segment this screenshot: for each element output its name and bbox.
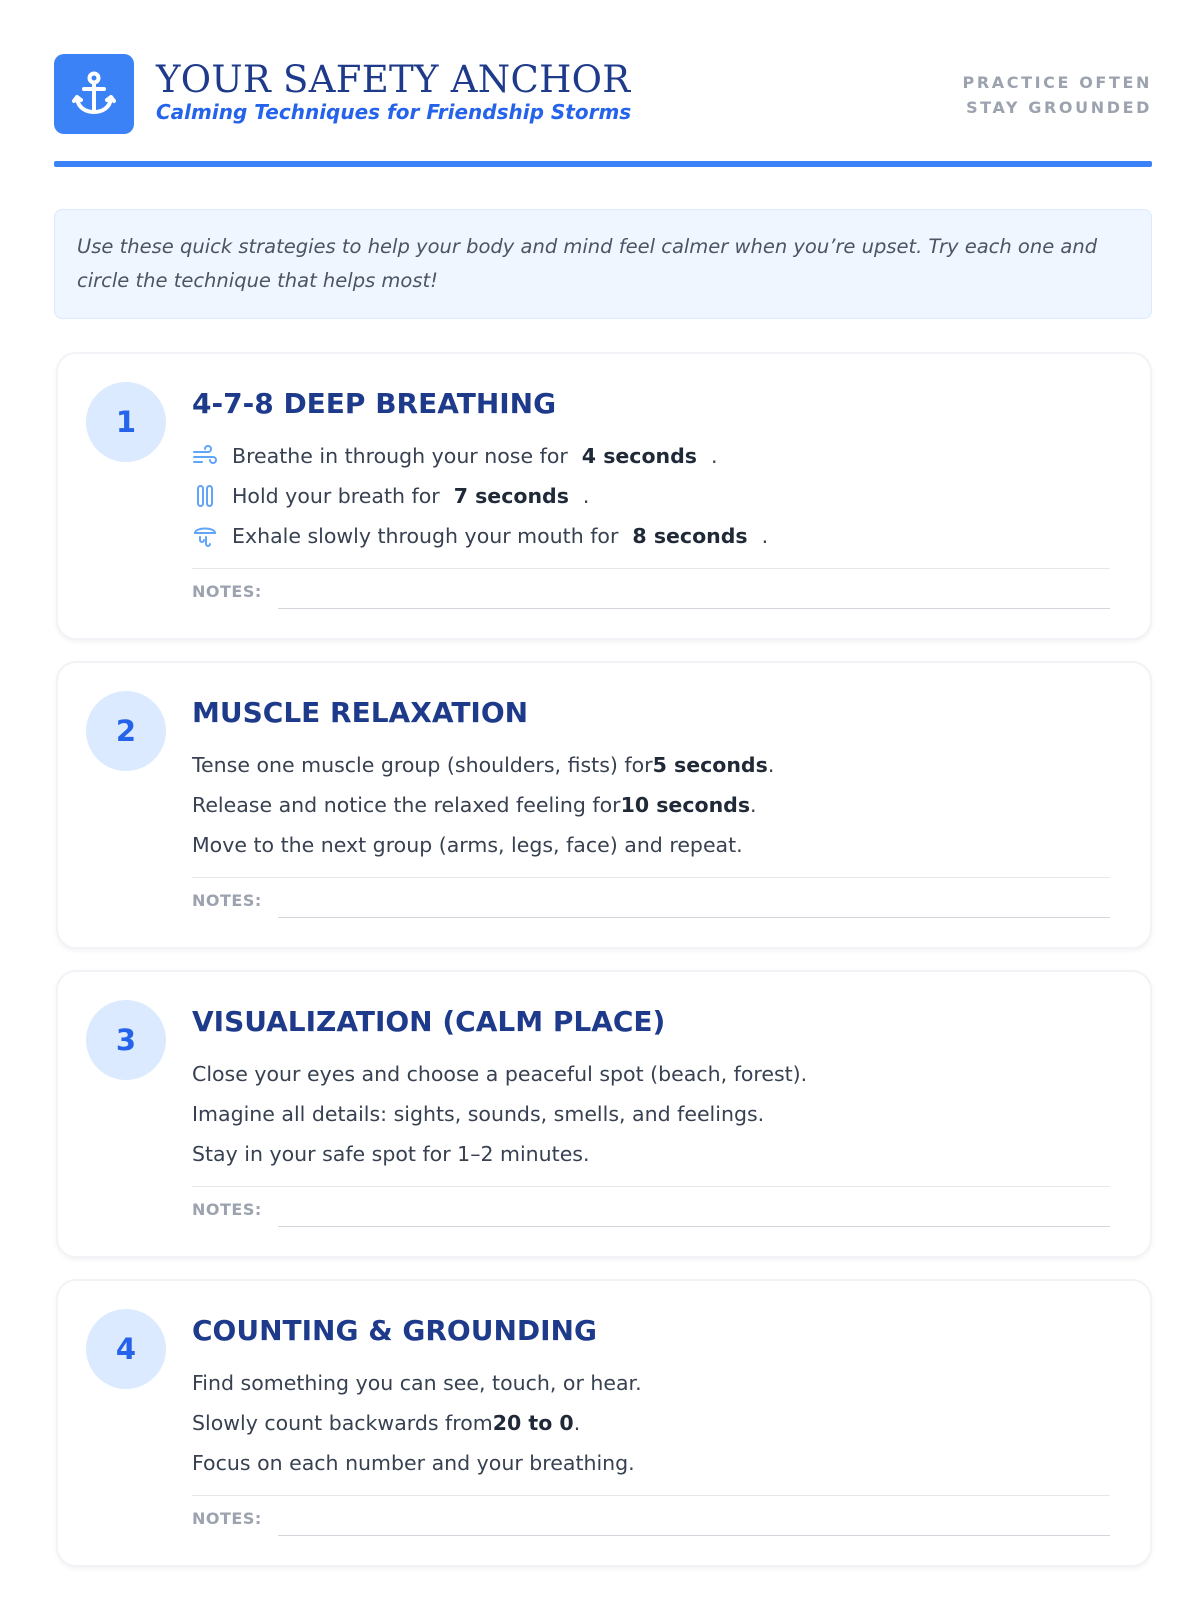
notes-write-line[interactable] xyxy=(278,608,1110,609)
wind-icon xyxy=(192,443,218,469)
step-duration: 5 seconds xyxy=(652,753,768,777)
technique-card xyxy=(56,970,1152,1258)
intro-box: Use these quick strategies to help your body and mind feel calmer when you’re upset. Try each one and circle the technique that helps most! xyxy=(54,209,1152,319)
technique-steps xyxy=(192,1363,1112,1483)
technique-step xyxy=(192,1094,1112,1134)
step-duration: 10 seconds xyxy=(620,793,751,817)
notes-label: NOTES: xyxy=(192,891,262,910)
notes-label: NOTES: xyxy=(192,1200,262,1219)
step-text: Move to the next group (arms, legs, face) and repeat. xyxy=(192,833,743,857)
notes-divider xyxy=(192,568,1110,569)
step-number-badge: 1 xyxy=(86,382,166,462)
step-text: Tense one muscle group (shoulders, fists) for xyxy=(192,753,653,777)
tagline-line: STAY GROUNDED xyxy=(966,98,1152,117)
step-text: Imagine all details: sights, sounds, smells, and feelings. xyxy=(192,1102,765,1126)
technique-step xyxy=(192,1134,1112,1174)
page-subtitle: Calming Techniques for Friendship Storms xyxy=(156,100,632,124)
technique-step xyxy=(192,745,1112,785)
notes-write-line[interactable] xyxy=(278,1226,1110,1227)
step-punctuation: . xyxy=(711,444,718,468)
step-duration: 4 seconds xyxy=(581,444,698,468)
step-text: Breathe in through your nose for xyxy=(232,444,568,468)
step-text: Close your eyes and choose a peaceful spot (beach, forest). xyxy=(192,1062,808,1086)
step-number-badge: 2 xyxy=(86,691,166,771)
technique-step xyxy=(192,785,1112,825)
notes-divider xyxy=(192,1495,1110,1496)
technique-step xyxy=(192,516,1112,556)
step-text: Hold your breath for xyxy=(232,484,440,508)
technique-step xyxy=(192,825,1112,865)
technique-step xyxy=(192,476,1112,516)
step-text: Release and notice the relaxed feeling for xyxy=(192,793,621,817)
notes-write-line[interactable] xyxy=(278,1535,1110,1536)
technique-steps xyxy=(192,1054,1112,1174)
header-rule xyxy=(54,161,1152,167)
notes-write-line[interactable] xyxy=(278,917,1110,918)
technique-step xyxy=(192,1363,1112,1403)
page-header xyxy=(54,54,1152,166)
technique-step xyxy=(192,1054,1112,1094)
technique-title: 4-7-8 DEEP BREATHING xyxy=(192,387,557,420)
notes-divider xyxy=(192,1186,1110,1187)
tagline xyxy=(963,70,1152,120)
step-text: Exhale slowly through your mouth for xyxy=(232,524,619,548)
pause-icon xyxy=(192,483,218,509)
step-duration: 7 seconds xyxy=(453,484,569,508)
step-duration: 20 to 0 xyxy=(492,1411,574,1435)
step-number-badge: 3 xyxy=(86,1000,166,1080)
technique-title: COUNTING & GROUNDING xyxy=(192,1314,597,1347)
anchor-icon xyxy=(54,54,134,134)
step-number-badge: 4 xyxy=(86,1309,166,1389)
step-text: Stay in your safe spot for 1–2 minutes. xyxy=(192,1142,590,1166)
technique-step xyxy=(192,1403,1112,1443)
technique-steps xyxy=(192,436,1112,556)
page-title: YOUR SAFETY ANCHOR xyxy=(156,58,631,101)
technique-card xyxy=(56,661,1152,949)
technique-card xyxy=(56,1279,1152,1567)
technique-card xyxy=(56,352,1152,640)
step-punctuation: . xyxy=(582,484,590,508)
step-duration: 8 seconds xyxy=(632,524,748,548)
technique-steps xyxy=(192,745,1112,865)
notes-label: NOTES: xyxy=(192,582,262,601)
technique-title: MUSCLE RELAXATION xyxy=(192,696,529,729)
step-punctuation: . xyxy=(761,524,769,548)
notes-label: NOTES: xyxy=(192,1509,262,1528)
step-punctuation: . xyxy=(573,1411,581,1435)
tagline-line: PRACTICE OFTEN xyxy=(962,73,1152,92)
technique-step xyxy=(192,436,1112,476)
technique-title: VISUALIZATION (CALM PLACE) xyxy=(192,1005,666,1038)
notes-divider xyxy=(192,877,1110,878)
step-text: Slowly count backwards from xyxy=(192,1411,493,1435)
exhale-icon xyxy=(192,523,218,549)
technique-step xyxy=(192,1443,1112,1483)
step-punctuation: . xyxy=(767,753,775,777)
step-text: Find something you can see, touch, or hear. xyxy=(192,1371,642,1395)
step-punctuation: . xyxy=(750,793,757,817)
step-text: Focus on each number and your breathing. xyxy=(192,1451,635,1475)
